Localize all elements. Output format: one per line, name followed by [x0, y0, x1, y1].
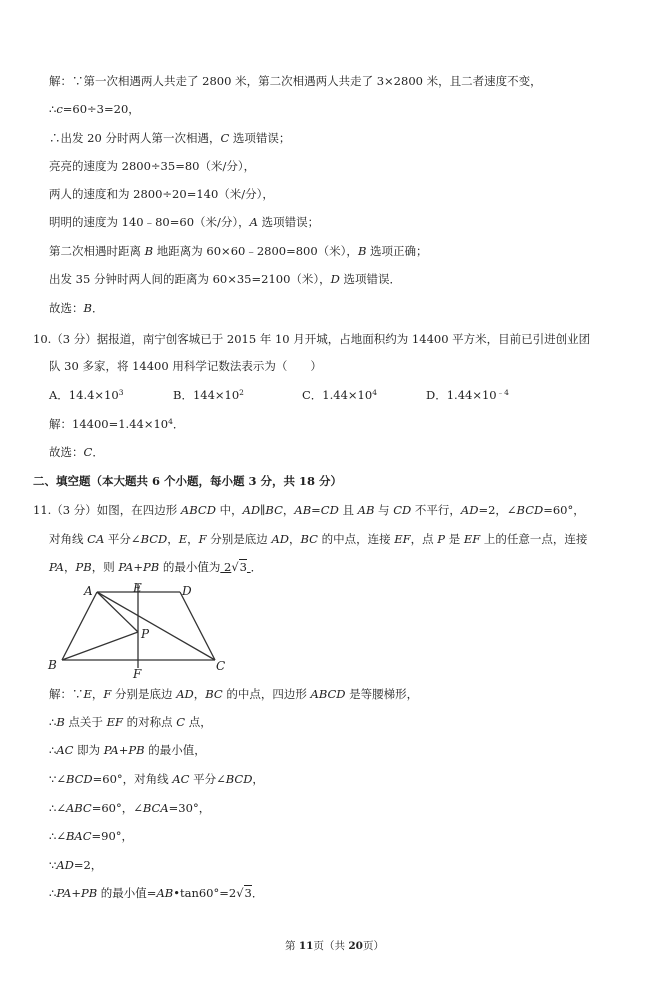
q10-option-a: A．$14.4\times 10^3$ [49, 388, 124, 402]
q9-line-6: 明明的速度为 140﹣80=60（米/分），A 选项错误； [49, 215, 320, 229]
label-b: B [48, 658, 57, 672]
sqrt-sign: √3 [236, 886, 252, 900]
q9-line-4: 亮亮的速度为 2800÷35=80（米/分）， [49, 159, 256, 173]
page-footer: 第 11页（共 20页） [285, 940, 384, 952]
q9-line-3: ∴出发 20 分时两人第一次相遇，C 选项错误； [49, 131, 291, 145]
q9-answer: 故选：B． [49, 301, 104, 315]
q9-line-7: 第二次相遇时距离 B 地距离为 60×60﹣2800=800（米），B 选项正确； [49, 244, 428, 258]
q9-line-5: 两人的速度和为 2800÷20=140（米/分）， [49, 187, 274, 201]
section-2-heading: 二、填空题（本大题共 6 个小题，每小题 3 分，共 18 分） [33, 474, 343, 488]
q11-stem-line-3: PA，PB，则 PA+PB 的最小值为 2√3 ． [49, 560, 263, 574]
q10-option-c: C．$1.44\times 10^4$ [302, 388, 377, 402]
segment-pb [62, 632, 138, 660]
q11-sol-line-6: ∴∠BAC=90°， [49, 829, 134, 843]
label-c: C [216, 659, 226, 673]
label-a: A [84, 584, 93, 598]
q11-sol-line-7: ∵AD=2， [49, 858, 103, 872]
q9-line-2: ∴c=60÷3=20， [49, 102, 140, 116]
q11-stem-line-2: 对角线 CA 平分∠BCD，E，F 分别是底边 AD，BC 的中点，连接 EF，点 P 是 EF 上的任意一点，连接 [49, 532, 588, 546]
label-d: D [182, 584, 192, 598]
q11-answer-blank: 2√3 [220, 560, 247, 574]
label-f: F [133, 667, 142, 680]
q11-stem-line-1: 11.（3 分）如图，在四边形 ABCD 中，AD∥BC，AB=CD 且 AB 与 CD 不平行，AD=2，∠BCD=60°， [33, 503, 585, 517]
label-e: E [133, 580, 142, 595]
q10-option-b: B．$144\times 10^2$ [173, 388, 244, 402]
q9-line-8: 出发 35 分钟时两人间的距离为 60×35=2100（米），D 选项错误． [49, 272, 402, 286]
q9-line-1: 解：∵第一次相遇两人共走了 2800 米，第二次相遇两人共走了 3×2800 米，且二者速度不变， [49, 74, 542, 88]
q10-option-d: D．$1.44\times 10^{﹣4}$ [426, 388, 509, 402]
trapezoid-figure [40, 580, 240, 680]
segment-ab [62, 592, 97, 660]
q10-solution: 解：$14400=1.44\times 10^4$． [49, 417, 185, 431]
q10-answer: 故选：C． [49, 445, 104, 459]
q10-stem-line-2: 队 30 多家，将 14400 用科学记数法表示为（ ） [49, 359, 322, 373]
q11-sol-line-3: ∴AC 即为 PA+PB 的最小值， [49, 743, 206, 757]
label-p: P [141, 627, 150, 641]
q11-sol-line-2: ∴B 点关于 EF 的对称点 C 点， [49, 715, 212, 729]
q11-sol-line-5: ∴∠ABC=60°，∠BCA=30°， [49, 801, 211, 815]
q11-sol-line-1: 解：∵E，F 分别是底边 AD，BC 的中点，四边形 ABCD 是等腰梯形， [49, 687, 419, 701]
q11-sol-line-8: ∴PA+PB 的最小值=AB•tan60°=2√3． [49, 886, 264, 900]
sqrt-sign: √3 [231, 560, 247, 574]
q10-stem-line-1: 10.（3 分）据报道，南宁创客城已于 2015 年 10 月开城，占地面积约为 14400 平方米，目前已引进创业团 [33, 332, 591, 346]
q11-sol-line-4: ∵∠BCD=60°，对角线 AC 平分∠BCD， [49, 772, 264, 786]
